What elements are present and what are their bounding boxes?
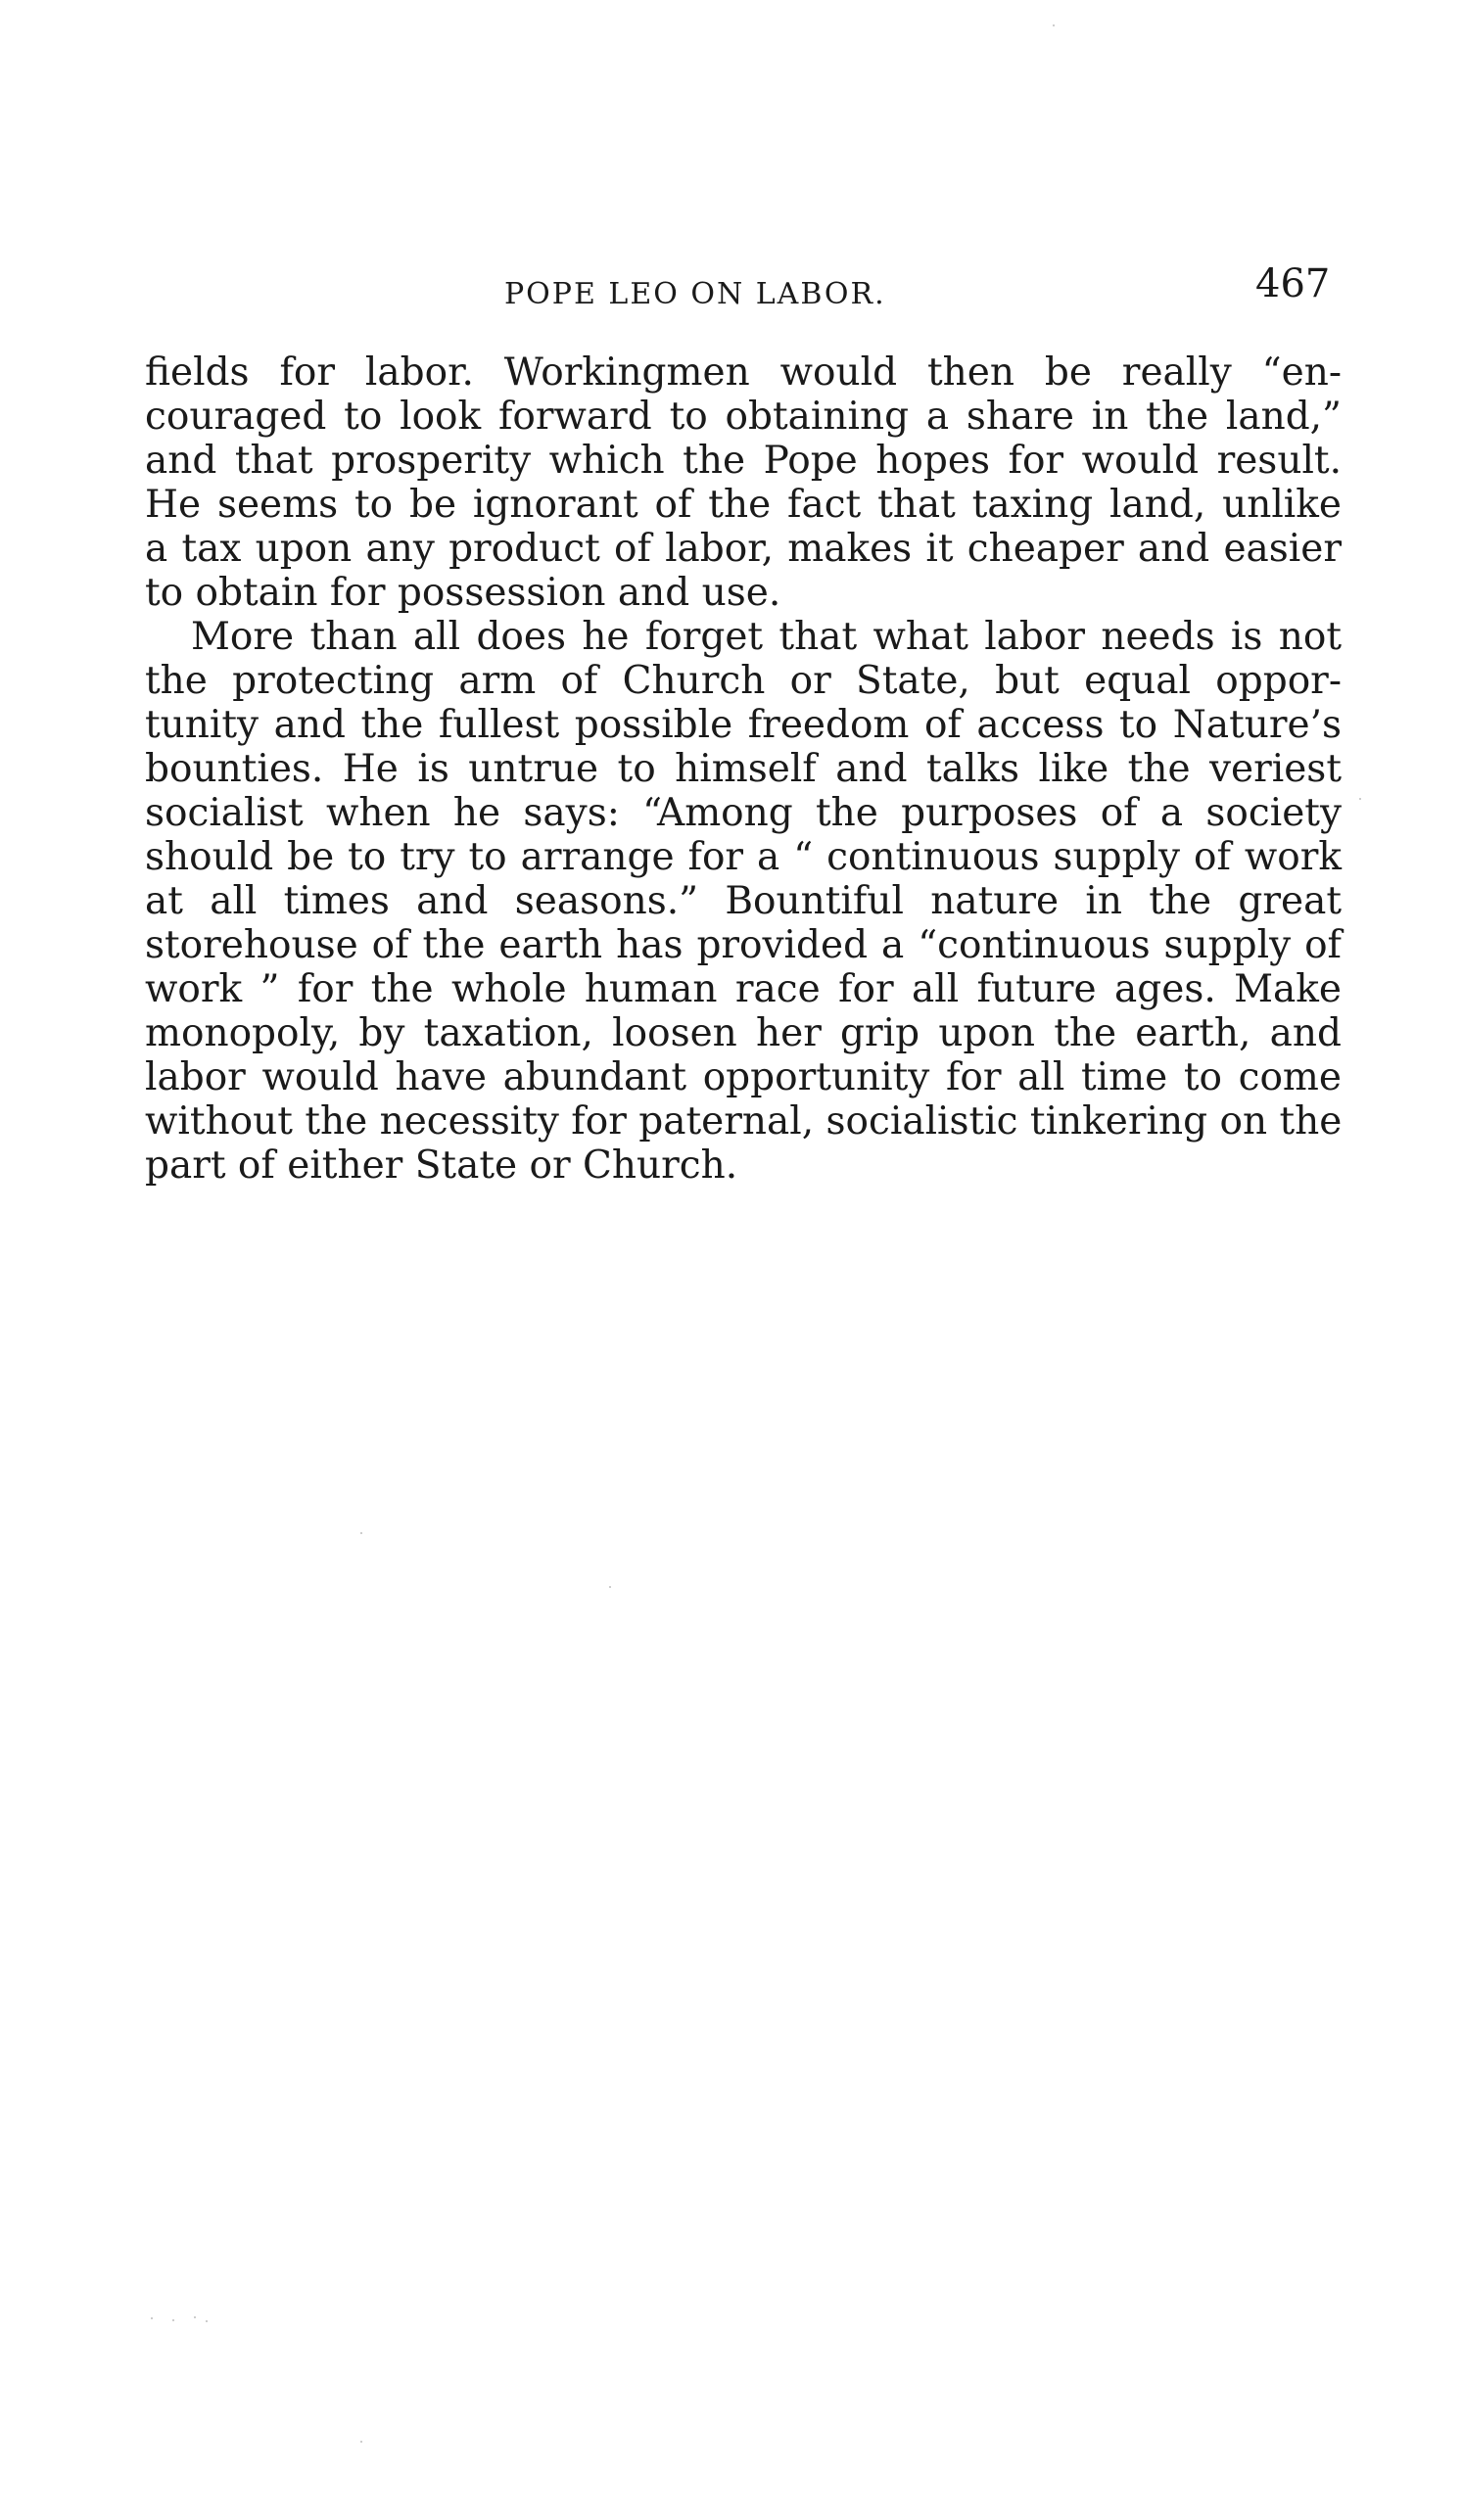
text-line: socialist when he says: “Among the purposes of a society: [145, 791, 1342, 835]
text-line: part of either State or Church.: [145, 1143, 738, 1188]
text-line: a tax upon any product of labor, makes it cheaper and easier: [145, 527, 1342, 571]
scan-speck: [151, 2317, 153, 2319]
text-line: tunity and the fullest possible freedom of access to Nature’s: [145, 703, 1342, 747]
scan-speck: [609, 1586, 611, 1588]
text-line: bounties. He is untrue to himself and talks like the veriest: [145, 747, 1342, 791]
text-line: couraged to look forward to obtaining a share in the land,”: [145, 395, 1342, 439]
text-line: labor would have abundant opportunity for all time to come: [145, 1055, 1342, 1099]
text-line: and that prosperity which the Pope hopes for would result.: [145, 439, 1342, 483]
paragraph-1: [145, 350, 1342, 615]
scan-speck: [1359, 798, 1361, 800]
scan-speck: [360, 2441, 362, 2443]
text-line: at all times and seasons.” Bountiful nature in the great: [145, 879, 1342, 923]
text-line: without the necessity for paternal, socialistic tinkering on the: [145, 1099, 1343, 1143]
text-line: should be to try to arrange for a “ continuous supply of work: [145, 835, 1342, 879]
scan-speck: [206, 2320, 208, 2322]
scan-speck: [360, 1532, 362, 1534]
text-line: monopoly, by taxation, loosen her grip upon the earth, and: [145, 1011, 1342, 1055]
scan-speck: [1053, 24, 1055, 26]
body-text: [145, 350, 1342, 1188]
scan-speck: [172, 2319, 174, 2321]
paragraph-2: [145, 615, 1342, 1188]
running-head: POPE LEO ON LABOR.: [504, 277, 886, 311]
text-line: the protecting arm of Church or State, but equal oppor-: [145, 659, 1342, 703]
text-line: work ” for the whole human race for all future ages. Make: [145, 967, 1342, 1011]
text-line: to obtain for possession and use.: [145, 571, 781, 615]
text-line: storehouse of the earth has provided a “continuous supply of: [145, 923, 1342, 967]
page-number: 467: [1255, 261, 1331, 306]
text-line: More than all does he forget that what labor needs is not: [191, 615, 1342, 659]
text-line: He seems to be ignorant of the fact that taxing land, unlike: [145, 483, 1342, 527]
text-line: fields for labor. Workingmen would then be really “en-: [145, 350, 1342, 395]
scan-speck: [194, 2316, 196, 2318]
